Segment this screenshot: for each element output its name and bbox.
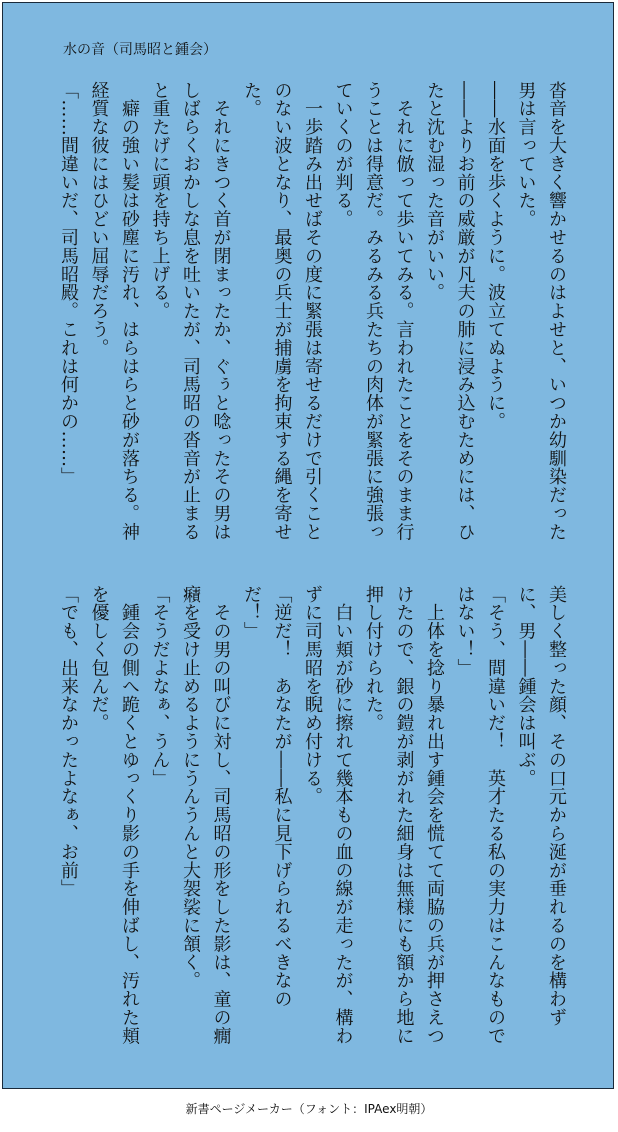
paragraph: 一歩踏み出せばその度に緊張は寄せるだけで引くことのない波となり、最奥の兵士が捕虜を拘束する縄を寄せた。 xyxy=(241,81,323,541)
paragraph: 上体を捻り暴れ出す鍾会を慌てて両脇の兵が押さえつけたので、銀の鎧が剥がれた細身は無様にも額から地に押し付けられた。 xyxy=(363,585,445,1045)
paragraph: ――よりお前の威厳が凡夫の肺に浸み込むためには、ひたと沈む湿った音がいい。 xyxy=(424,81,476,541)
paragraph: 美しく整った顔、その口元から涎が垂れるのを構わずに、男――鍾会は叫ぶ。 xyxy=(515,585,567,1027)
paragraph: 鍾会の側へ跪くとゆっくり影の手を伸ばし、汚れた頬を優しく包んだ。 xyxy=(88,585,140,1045)
page-title: 水の音（司馬昭と鍾会） xyxy=(63,42,217,58)
paragraph: それにきつく首が閉まったか、ぐぅと唸ったその男はしばらくおかしな息を吐いたが、司馬昭の沓音が止まると重たげに頭を持ち上げる。 xyxy=(149,81,232,541)
text-block-upper xyxy=(51,81,571,541)
paragraph: 癖の強い髪は砂塵に汚れ、はらはらと砂が落ちる。神経質な彼にはひどい屈辱だろう。 xyxy=(88,81,140,541)
paragraph: 「そうだよなぁ、うん」 xyxy=(149,585,171,788)
paragraph: 「……間違いだ、司馬昭殿。これは何かの……」 xyxy=(58,81,79,486)
novel-page xyxy=(2,2,614,1089)
paragraph: ――水面を歩くように。波立てぬように。 xyxy=(485,81,506,431)
paragraph: 「逆だ！ あなたが――私に見下げられるべきなのだ！」 xyxy=(241,585,293,1009)
paragraph: 「でも、出来なかったよなぁ、お前」 xyxy=(58,585,79,898)
text-block-lower xyxy=(51,585,571,1045)
paragraph: 白い頬が砂に擦れて幾本もの血の線が走ったが、構わずに司馬昭を睨め付ける。 xyxy=(302,585,354,1045)
paragraph: 沓音を大きく響かせるのはよせと、いつか幼馴染だった男は言っていた。 xyxy=(515,81,567,541)
footer-credit: 新書ページメーカー（フォント：IPAex明朝） xyxy=(185,1102,433,1116)
paragraph: 「そう、間違いだ！ 英才たる私の実力はこんなものではない！」 xyxy=(454,585,506,1045)
paragraph: その男の叫びに対し、司馬昭の形をした影は、童の癇癪を受け止めるようにうんうんと大袈裟に頷く。 xyxy=(180,585,232,1045)
paragraph: それに倣って歩いてみる。言われたことをそのまま行うことは得意だ。みるみる兵たちの肉体が緊張に強張っていくのが判る。 xyxy=(332,81,415,541)
